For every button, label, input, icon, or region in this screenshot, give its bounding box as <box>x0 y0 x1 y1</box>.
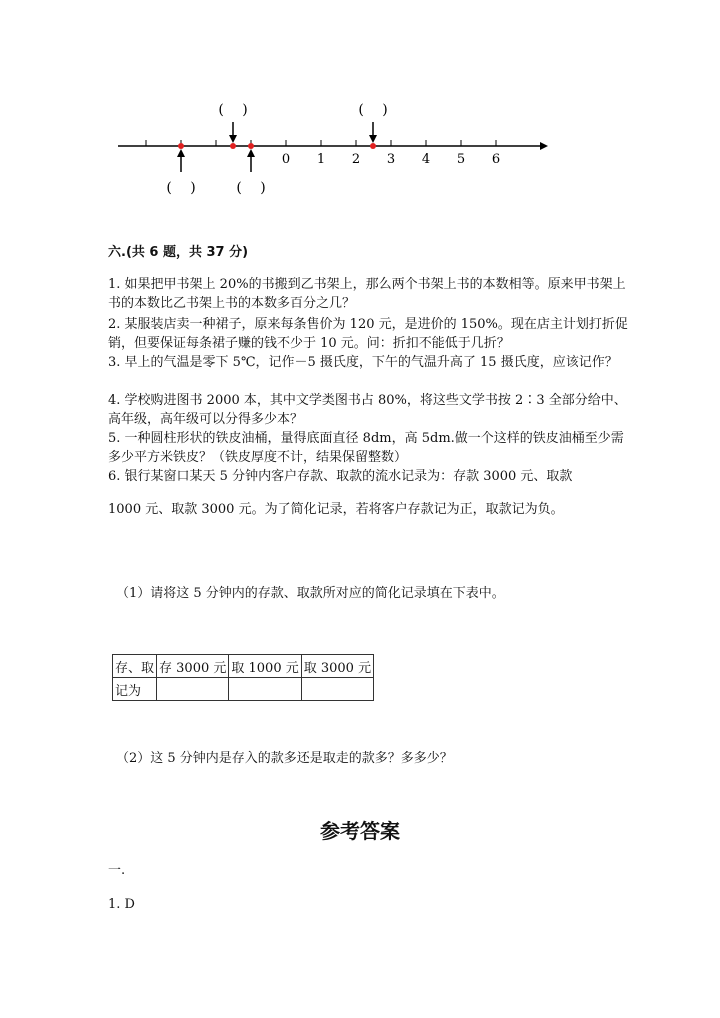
tick-label-4: 4 <box>421 152 431 167</box>
question-6-continued: 1000 元、取款 3000 元。为了简化记录，若将客户存款记为正，取款记为负。 <box>108 502 564 517</box>
question-5: 5. 一种圆柱形状的铁皮油桶，量得底面直径 8dm，高 5dm.做一个这样的铁皮油桶至少需多少平方米铁皮？（铁皮厚度不计，结果保留整数） <box>108 431 624 465</box>
up-arrowhead <box>247 149 255 157</box>
point-marker <box>230 143 236 149</box>
question-2: 2. 某服装店卖一种裙子，原来每条售价为 120 元，是进价的 150%。现在店主计划打折促销，但要保证每条裙子赚的钱不少于 10 元。问：折扣不能低于几折？ <box>108 317 628 351</box>
answer-1: 1. D <box>108 897 135 912</box>
tick-label-3: 3 <box>386 152 396 167</box>
question-4: 4. 学校购进图书 2000 本，其中文学类图书占 80%，将这些文学书按 2∶3 全部分给中、高年级，高年级可以分得多少本？ <box>108 393 627 427</box>
section-title: 六.(共 6 题，共 37 分) <box>108 245 249 260</box>
table-blank-cell[interactable] <box>157 678 229 701</box>
table-row-label: 记为 <box>113 678 157 701</box>
tick-label-5: 5 <box>456 152 466 167</box>
down-arrowhead <box>369 135 377 143</box>
answers-title: 参考答案 <box>320 819 400 843</box>
down-arrowhead <box>229 135 237 143</box>
tick-label-0: 0 <box>281 152 291 167</box>
table-header-cell: 取 3000 元 <box>301 655 373 678</box>
record-table <box>112 654 374 701</box>
question-3: 3. 早上的气温是零下 5℃，记作－5 摄氏度，下午的气温升高了 15 摄氏度，应该记作？ <box>108 355 618 370</box>
tick-label-2: 2 <box>351 152 361 167</box>
answer-blank: ( ) <box>218 102 248 118</box>
answer-blank: ( ) <box>358 102 388 118</box>
table-header-cell: 取 1000 元 <box>229 655 301 678</box>
table-header-cell: 存 3000 元 <box>157 655 229 678</box>
point-marker <box>178 143 184 149</box>
question-6: 6. 银行某窗口某天 5 分钟内客户存款、取款的流水记录为：存款 3000 元、取款 <box>108 469 573 484</box>
sub-question-2: （2）这 5 分钟内是存入的款多还是取走的款多？多多少？ <box>116 751 453 766</box>
table-row <box>113 678 374 701</box>
sub-question-1: （1）请将这 5 分钟内的存款、取款所对应的简化记录填在下表中。 <box>116 586 505 601</box>
point-marker <box>248 143 254 149</box>
answer-blank: ( ) <box>236 180 266 196</box>
point-marker <box>370 143 376 149</box>
number-line-figure <box>0 0 720 210</box>
answer-blank: ( ) <box>166 180 196 196</box>
up-arrowhead <box>177 149 185 157</box>
table-header-cell: 存、取 <box>113 655 157 678</box>
table-blank-cell[interactable] <box>229 678 301 701</box>
table-row <box>113 655 374 678</box>
axis-arrowhead <box>540 142 548 150</box>
table-blank-cell[interactable] <box>301 678 373 701</box>
tick-label-1: 1 <box>316 152 326 167</box>
tick-label-6: 6 <box>491 152 501 167</box>
answers-section-heading: 一. <box>108 863 126 878</box>
question-1: 1. 如果把甲书架上 20%的书搬到乙书架上，那么两个书架上书的本数相等。原来甲书架上书的本数比乙书架上书的本数多百分之几？ <box>108 277 626 311</box>
